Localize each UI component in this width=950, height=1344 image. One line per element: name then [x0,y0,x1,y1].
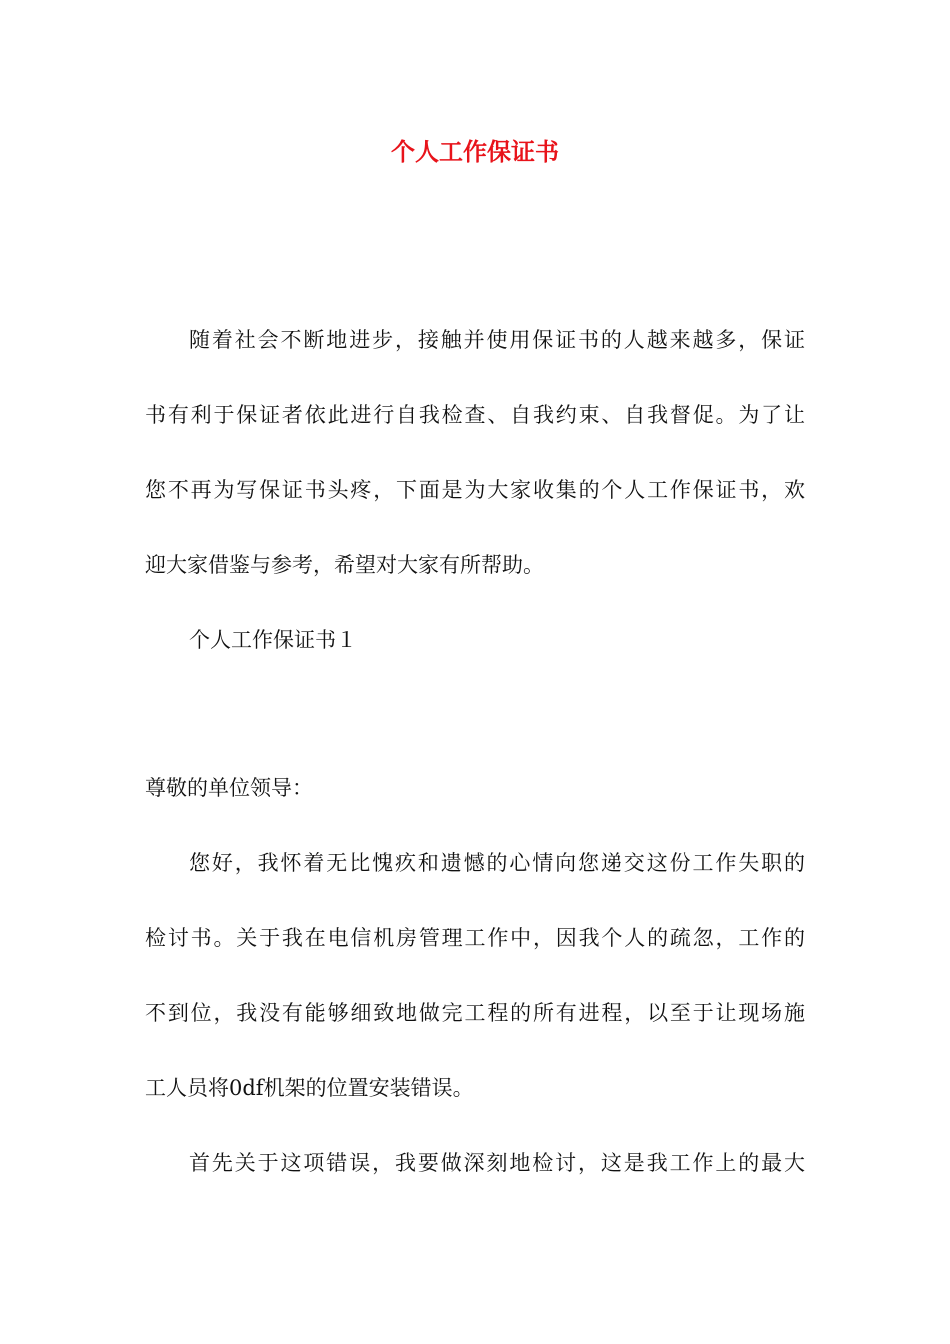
document-title: 个人工作保证书 [391,137,559,166]
salutation: 尊敬的单位领导： [145,776,313,800]
paragraph-line: 您好，我怀着无比愧疚和遗憾的心情向您递交这份工作失职的 [189,851,805,875]
paragraph-line: 书有利于保证者依此进行自我检查、自我约束、自我督促。为了让 [145,403,805,427]
paragraph-line: 随着社会不断地进步，接触并使用保证书的人越来越多，保证 [189,328,805,352]
paragraph-line: 不到位，我没有能够细致地做完工程的所有进程，以至于让现场施 [145,1001,805,1025]
paragraph-line: 迎大家借鉴与参考，希望对大家有所帮助。 [145,553,544,577]
paragraph-line: 检讨书。关于我在电信机房管理工作中，因我个人的疏忽，工作的 [145,926,805,950]
paragraph-line: 首先关于这项错误，我要做深刻地检讨，这是我工作上的最大 [189,1151,805,1175]
section-heading: 个人工作保证书１ [189,628,357,652]
paragraph-line: 工人员将0df机架的位置安装错误。 [145,1076,474,1100]
paragraph-line: 您不再为写保证书头疼，下面是为大家收集的个人工作保证书，欢 [145,478,805,502]
